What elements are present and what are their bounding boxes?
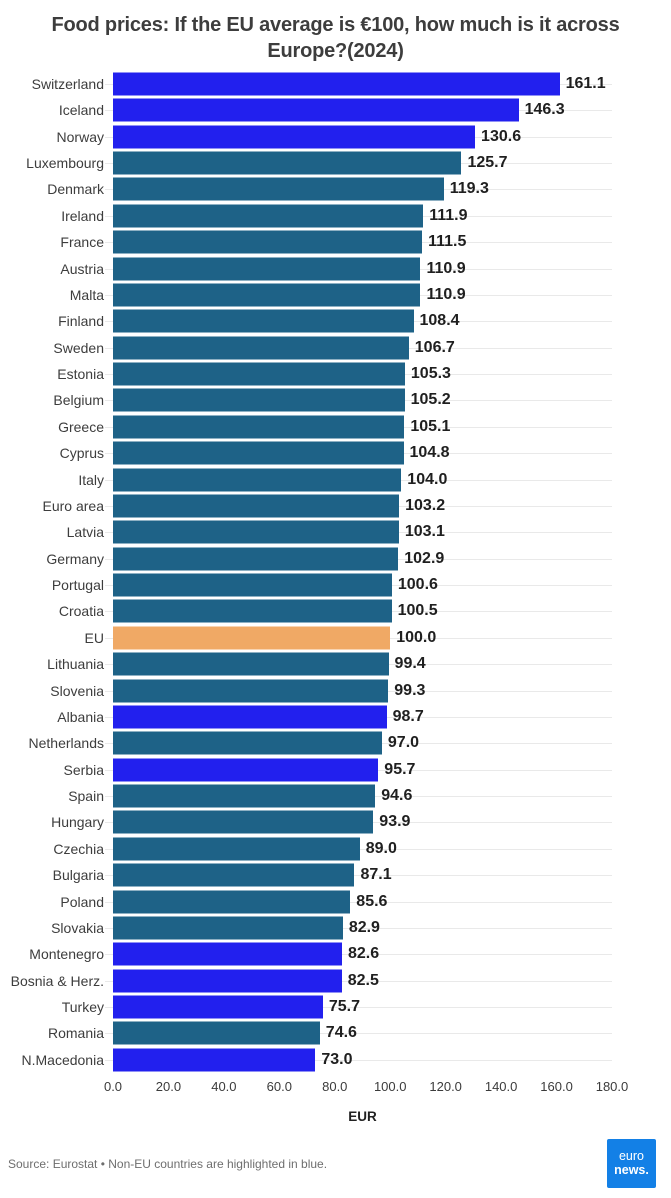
country-label: EU — [84, 629, 104, 646]
bar-france — [113, 231, 422, 254]
bar-track — [113, 888, 612, 914]
bar-row — [0, 677, 671, 703]
bar-row — [0, 625, 671, 651]
bar-estonia — [113, 363, 405, 386]
bar-serbia — [113, 758, 378, 781]
bar-row — [0, 414, 671, 440]
bar-n-macedonia — [113, 1048, 315, 1071]
value-label: 106.7 — [414, 338, 455, 356]
value-label: 85.6 — [356, 892, 388, 910]
value-label: 104.8 — [409, 444, 450, 462]
country-label: Turkey — [61, 999, 104, 1016]
bar-track — [113, 677, 612, 703]
bar-track — [113, 625, 612, 651]
bar-bosnia-herz — [113, 969, 342, 992]
bar-portugal — [113, 574, 392, 597]
country-label: Latvia — [66, 524, 104, 541]
bar-track — [113, 704, 612, 730]
bar-track — [113, 176, 612, 202]
bar-track — [113, 809, 612, 835]
x-axis — [103, 1077, 629, 1097]
bar-track — [113, 546, 612, 572]
bar-row — [0, 730, 671, 756]
bar-track — [113, 493, 612, 519]
value-label: 93.9 — [379, 813, 411, 831]
bar-track — [113, 466, 612, 492]
value-label: 82.6 — [347, 945, 380, 963]
x-tick-label: 80.0 — [322, 1079, 348, 1095]
bar-track — [113, 783, 612, 809]
x-axis-title: EUR — [348, 1109, 377, 1125]
country-label: Greece — [58, 418, 104, 435]
value-label: 125.7 — [467, 154, 508, 172]
country-label: Croatia — [58, 603, 104, 620]
euronews-logo-text-2: news. — [614, 1162, 649, 1177]
bar-montenegro — [113, 943, 342, 966]
bar-row — [0, 150, 671, 176]
bar-track — [113, 282, 612, 308]
country-label: Cyprus — [59, 445, 104, 462]
country-label: Sweden — [53, 339, 104, 356]
x-tick-label: 40.0 — [211, 1079, 237, 1095]
euronews-logo — [607, 1139, 656, 1188]
bar-track — [113, 862, 612, 888]
bar-albania — [113, 705, 387, 728]
country-label: Slovenia — [50, 682, 104, 699]
bar-track — [113, 1020, 612, 1046]
country-label: Bosnia & Herz. — [10, 972, 104, 989]
value-label: 104.0 — [407, 470, 448, 488]
bar-finland — [113, 310, 414, 333]
country-label: Switzerland — [31, 75, 104, 92]
bar-row — [0, 361, 671, 387]
bar-row — [0, 440, 671, 466]
value-label: 103.1 — [404, 523, 445, 541]
country-label: Malta — [69, 286, 104, 303]
country-label: Finland — [58, 313, 104, 330]
value-label: 102.9 — [404, 549, 445, 567]
bar-row — [0, 282, 671, 308]
value-label: 99.3 — [394, 681, 426, 699]
value-label: 82.9 — [348, 918, 380, 936]
bar-euro-area — [113, 494, 399, 517]
bar-rows — [0, 71, 671, 1073]
country-label: Spain — [68, 788, 104, 805]
bar-latvia — [113, 521, 399, 544]
country-label: Belgium — [53, 392, 104, 409]
bar-row — [0, 994, 671, 1020]
bar-row — [0, 519, 671, 545]
bar-belgium — [113, 389, 405, 412]
bar-track — [113, 124, 612, 150]
value-label: 97.0 — [387, 734, 420, 752]
country-label: Montenegro — [29, 946, 104, 963]
bar-germany — [113, 547, 398, 570]
bar-row — [0, 203, 671, 229]
value-label: 111.5 — [428, 233, 467, 251]
country-label: Luxembourg — [26, 155, 104, 172]
bar-row — [0, 915, 671, 941]
bar-row — [0, 335, 671, 361]
x-tick-label: 0.0 — [103, 1079, 123, 1095]
bar-track — [113, 335, 612, 361]
bar-iceland — [113, 99, 519, 122]
value-label: 103.2 — [405, 496, 446, 514]
footer — [0, 1139, 671, 1188]
country-label: Iceland — [58, 102, 104, 119]
country-label: Italy — [78, 471, 104, 488]
country-label: Romania — [47, 1025, 104, 1042]
bar-sweden — [113, 336, 409, 359]
value-label: 82.5 — [347, 971, 379, 989]
country-label: Serbia — [63, 761, 104, 778]
bar-track — [113, 203, 612, 229]
bar-track — [113, 915, 612, 941]
bar-poland — [113, 890, 350, 913]
value-label: 111.9 — [429, 206, 468, 224]
bar-track — [113, 994, 612, 1020]
bar-slovakia — [113, 916, 343, 939]
bar-cyprus — [113, 442, 404, 465]
bar-malta — [113, 283, 420, 306]
value-label: 146.3 — [524, 101, 565, 119]
country-label: Denmark — [47, 181, 104, 198]
bar-row — [0, 572, 671, 598]
bar-row — [0, 1020, 671, 1046]
x-tick-label: 20.0 — [155, 1079, 182, 1095]
bar-row — [0, 255, 671, 281]
value-label: 99.4 — [394, 655, 426, 673]
bar-track — [113, 1047, 612, 1073]
value-label: 105.1 — [410, 417, 451, 435]
bar-row — [0, 493, 671, 519]
bar-row — [0, 651, 671, 677]
bar-czechia — [113, 837, 360, 860]
bar-row — [0, 308, 671, 334]
value-label: 98.7 — [392, 707, 424, 725]
bar-row — [0, 968, 671, 994]
bar-row — [0, 1047, 671, 1073]
bar-row — [0, 546, 671, 572]
bar-eu — [113, 626, 390, 649]
country-label: Austria — [60, 260, 104, 277]
value-label: 119.3 — [449, 180, 489, 198]
value-label: 130.6 — [481, 127, 522, 145]
x-tick-label: 100.0 — [373, 1079, 407, 1095]
value-label: 100.6 — [397, 576, 438, 594]
x-tick-label: 180.0 — [595, 1079, 629, 1095]
bar-row — [0, 862, 671, 888]
bar-norway — [113, 125, 475, 148]
bar-row — [0, 836, 671, 862]
country-label: Estonia — [57, 366, 104, 383]
value-label: 105.2 — [410, 391, 451, 409]
bar-ireland — [113, 204, 423, 227]
country-label: Czechia — [53, 840, 104, 857]
bar-track — [113, 572, 612, 598]
country-label: Netherlands — [28, 735, 104, 752]
bar-row — [0, 783, 671, 809]
bar-track — [113, 97, 612, 123]
bar-bulgaria — [113, 864, 354, 887]
bar-croatia — [113, 600, 392, 623]
bar-track — [113, 361, 612, 387]
x-tick-label: 160.0 — [540, 1079, 573, 1095]
bar-lithuania — [113, 653, 389, 676]
bar-spain — [113, 785, 375, 808]
bar-row — [0, 387, 671, 413]
value-label: 100.0 — [396, 628, 437, 646]
bar-row — [0, 229, 671, 255]
country-label: Albania — [57, 708, 104, 725]
x-tick-label: 140.0 — [484, 1079, 518, 1095]
bar-track — [113, 757, 612, 783]
country-label: Portugal — [51, 577, 104, 594]
bar-track — [113, 255, 612, 281]
bar-track — [113, 229, 612, 255]
value-label: 94.6 — [381, 787, 413, 805]
bar-hungary — [113, 811, 373, 834]
bar-row — [0, 941, 671, 967]
bar-track — [113, 387, 612, 413]
country-label: Norway — [56, 128, 104, 145]
bar-romania — [113, 1022, 320, 1045]
country-label: Ireland — [61, 207, 104, 224]
bar-row — [0, 809, 671, 835]
value-label: 75.7 — [328, 998, 360, 1016]
value-label: 89.0 — [365, 839, 397, 857]
bar-slovenia — [113, 679, 388, 702]
bar-row — [0, 97, 671, 123]
bar-turkey — [113, 996, 323, 1019]
country-label: Germany — [46, 550, 104, 567]
country-label: Poland — [60, 893, 104, 910]
bar-row — [0, 71, 671, 97]
value-label: 108.4 — [419, 312, 460, 330]
bar-track — [113, 71, 612, 97]
bar-row — [0, 704, 671, 730]
bar-track — [113, 651, 612, 677]
bar-switzerland — [113, 72, 560, 95]
x-tick-label: 120.0 — [429, 1079, 462, 1095]
chart-title: Food prices: If the EU average is €100, how much is it across Europe?(2024) — [51, 14, 620, 63]
value-label: 161.1 — [565, 74, 606, 92]
bar-netherlands — [113, 732, 382, 755]
bar-luxembourg — [113, 152, 461, 175]
bar-track — [113, 941, 612, 967]
country-label: Bulgaria — [52, 867, 104, 884]
bar-austria — [113, 257, 420, 280]
bar-track — [113, 598, 612, 624]
country-label: Slovakia — [51, 919, 104, 936]
value-label: 73.0 — [321, 1050, 353, 1068]
country-label: N.Macedonia — [21, 1051, 104, 1068]
value-label: 100.5 — [397, 602, 438, 620]
country-label: France — [60, 234, 104, 251]
bar-row — [0, 176, 671, 202]
x-tick-label: 60.0 — [266, 1079, 292, 1095]
value-label: 110.9 — [426, 259, 466, 277]
bar-greece — [113, 415, 404, 438]
bar-track — [113, 836, 612, 862]
bar-track — [113, 308, 612, 334]
bar-track — [113, 968, 612, 994]
country-label: Lithuania — [47, 656, 104, 673]
value-label: 105.3 — [410, 365, 451, 383]
country-label: Euro area — [42, 497, 104, 514]
bar-denmark — [113, 178, 444, 201]
country-label: Hungary — [51, 814, 104, 831]
value-label: 95.7 — [384, 760, 416, 778]
value-label: 110.9 — [426, 285, 466, 303]
bar-italy — [113, 468, 401, 491]
bar-track — [113, 150, 612, 176]
value-label: 74.6 — [325, 1024, 357, 1042]
bar-row — [0, 888, 671, 914]
euronews-logo-text-1: euro — [618, 1149, 645, 1163]
bar-row — [0, 598, 671, 624]
value-label: 87.1 — [360, 866, 392, 884]
bar-track — [113, 414, 612, 440]
source-note: Source: Eurostat • Non-EU countries are highlighted in blue. — [8, 1156, 328, 1171]
bar-track — [113, 730, 612, 756]
bar-track — [113, 440, 612, 466]
bar-row — [0, 757, 671, 783]
bar-row — [0, 466, 671, 492]
bar-row — [0, 124, 671, 150]
bar-track — [113, 519, 612, 545]
